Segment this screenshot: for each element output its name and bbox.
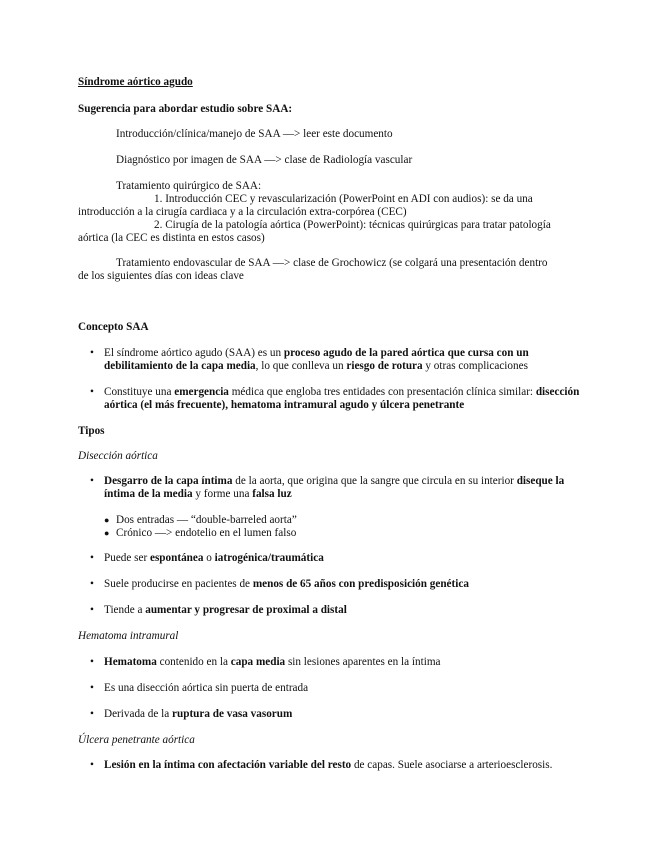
document-title: Síndrome aórtico agudo — [78, 76, 193, 88]
tipos-heading: Tipos — [78, 425, 105, 437]
suggestion-imaging: Diagnóstico por imagen de SAA —> clase de Radiología vascular — [116, 154, 413, 166]
bullet-icon: ● — [104, 528, 110, 538]
hematoma-bullet-2: Es una disección aórtica sin puerta de entrada — [104, 682, 309, 694]
bullet-icon: ● — [104, 515, 110, 525]
diseccion-bullet-1: Desgarro de la capa íntima de la aorta, que origina que la sangre que circula en su interior diseque la íntima de la media y forme una falsa luz — [104, 475, 565, 500]
bullet-icon: • — [90, 475, 94, 487]
diseccion-bullet-4: Tiende a aumentar y progresar de proximal a distal — [104, 604, 347, 616]
suggestion-endovascular-line1: Tratamiento endovascular de SAA —> clase de Grochowicz (se colgará una presentación dentro — [116, 257, 548, 269]
bullet-icon: • — [90, 708, 94, 720]
ulcera-bullet-1: Lesión en la íntima con afectación variable del resto de capas. Suele asociarse a arterioesclerosis. — [104, 759, 553, 771]
bullet-icon: • — [90, 682, 94, 694]
surgical-item-1-line1: 1. Introducción CEC y revascularización (PowerPoint en ADI con audios): se da una — [154, 193, 533, 205]
suggestion-surgical-heading: Tratamiento quirúrgico de SAA: — [116, 180, 262, 192]
bullet-icon: • — [90, 578, 94, 590]
hematoma-bullet-1: Hematoma contenido en la capa media sin lesiones aparentes en la íntima — [104, 656, 441, 668]
bullet-icon: • — [90, 604, 94, 616]
diseccion-sub-1: Dos entradas — “double-barreled aorta” — [116, 514, 297, 526]
surgical-item-2-line1: 2. Cirugía de la patología aórtica (PowerPoint): técnicas quirúrgicas para tratar patología — [154, 219, 551, 231]
suggestion-intro: Introducción/clínica/manejo de SAA —> leer este documento — [116, 128, 393, 140]
bullet-icon: • — [90, 347, 94, 359]
bullet-icon: • — [90, 759, 94, 771]
surgical-item-1-line2: introducción a la cirugía cardiaca y a la circulación extra-corpórea (CEC) — [78, 206, 407, 218]
diseccion-heading: Disección aórtica — [78, 450, 158, 462]
suggestion-endovascular-line2: de los siguientes días con ideas clave — [78, 270, 244, 282]
ulcera-heading: Úlcera penetrante aórtica — [78, 734, 195, 746]
bullet-icon: • — [90, 656, 94, 668]
diseccion-bullet-3: Suele producirse en pacientes de menos de 65 años con predisposición genética — [104, 578, 469, 590]
concepto-bullet-2: Constituye una emergencia médica que engloba tres entidades con presentación clínica similar: disección aórtica (el más frecuente), hematoma intramural agudo y úlcera penetrante — [104, 386, 580, 411]
diseccion-bullet-2: Puede ser espontánea o iatrogénica/traumática — [104, 552, 324, 564]
surgical-item-2-line2: aórtica (la CEC es distinta en estos casos) — [78, 232, 265, 244]
suggestion-heading: Sugerencia para abordar estudio sobre SAA: — [78, 103, 293, 115]
bullet-icon: • — [90, 386, 94, 398]
bullet-icon: • — [90, 552, 94, 564]
hematoma-bullet-3: Derivada de la ruptura de vasa vasorum — [104, 708, 293, 720]
concepto-heading: Concepto SAA — [78, 321, 149, 333]
hematoma-heading: Hematoma intramural — [78, 630, 179, 642]
diseccion-sub-2: Crónico —> endotelio en el lumen falso — [116, 527, 297, 539]
concepto-bullet-1: El síndrome aórtico agudo (SAA) es un proceso agudo de la pared aórtica que cursa con un debilitamiento de la capa media, lo que conlleva un riesgo de rotura y otras complicaciones — [104, 347, 529, 372]
